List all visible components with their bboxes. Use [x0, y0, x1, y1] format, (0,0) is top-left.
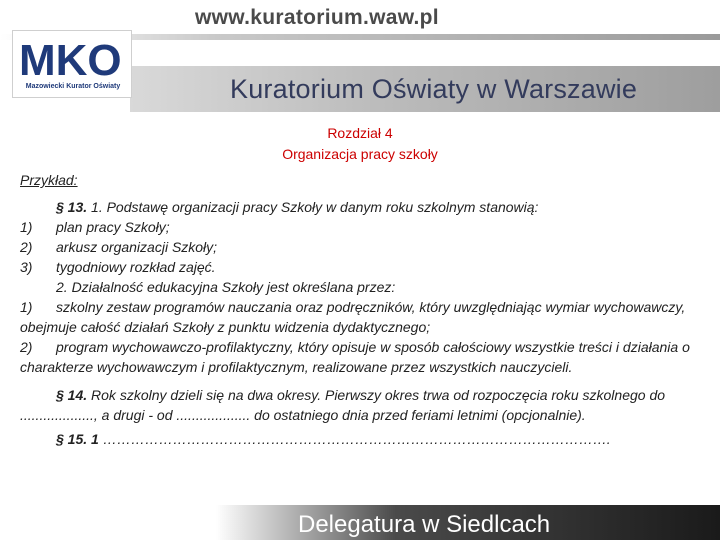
paragraph-13 — [20, 197, 700, 217]
list-item — [20, 217, 700, 237]
list-number: 3) — [20, 259, 33, 275]
page-title: Kuratorium Oświaty w Warszawie — [230, 74, 638, 104]
paragraph-15-mark: § 15. 1 — [56, 431, 99, 447]
document-body — [20, 170, 700, 449]
example-label: Przykład: — [20, 172, 78, 188]
chapter-title: Organizacja pracy szkoły — [282, 146, 438, 162]
list-number: 1) — [20, 299, 33, 315]
list-item — [20, 337, 700, 377]
logo-caption: Mazowiecki Kurator Oświaty — [25, 83, 121, 90]
paragraph-14-text: Rok szkolny dzieli się na dwa okresy. Pierwszy okres trwa od rozpoczęcia roku szkolnego do ..................., a drugi - od ................... do ostatniego dnia przed feriami letnimi (opcjonalnie). — [20, 387, 666, 423]
mko-logo-icon — [17, 33, 127, 83]
footer-title: Delegatura w Siedlcach — [298, 511, 551, 538]
paragraph-13-point-2: 2. Działalność edukacyjna Szkoły jest określana przez: — [56, 279, 396, 295]
paragraph-15 — [20, 429, 700, 449]
list-text: tygodniowy rozkład zajęć. — [56, 259, 216, 275]
list-item — [20, 257, 700, 277]
paragraph-14-mark: § 14. — [56, 387, 88, 403]
list-text: szkolny zestaw programów nauczania oraz podręczników, który uwzględniając wymiar wychowawczy, obejmuje całość działań Szkoły z punktu widzenia dydaktycznego; — [20, 299, 686, 335]
list-item — [20, 237, 700, 257]
header — [0, 0, 720, 118]
example-label-line — [20, 170, 700, 190]
list-text: program wychowawczo-profilaktyczny, który opisuje w sposób całościowy wszystkie treści i działania o charakterze wychowawczym i profilaktycznym, realizowane przez wszystkich nauczycieli. — [20, 339, 690, 375]
list-item — [20, 297, 700, 337]
chapter-number: Rozdział 4 — [327, 125, 393, 141]
mko-logo — [12, 30, 132, 98]
site-url[interactable]: www.kuratorium.waw.pl — [195, 6, 439, 29]
list-text: arkusz organizacji Szkoły; — [56, 239, 218, 255]
list-number: 2) — [20, 239, 33, 255]
paragraph-13-text: 1. Podstawę organizacji pracy Szkoły w danym roku szkolnym stanowią: — [87, 199, 539, 215]
logo-letters: MKO — [19, 36, 122, 83]
list-text: plan pracy Szkoły; — [56, 219, 170, 235]
paragraph-13-mark: § 13. — [56, 199, 88, 215]
list-number: 1) — [20, 219, 33, 235]
paragraph-14 — [20, 385, 700, 425]
paragraph-15-dots: ………………………………………………………………………………………………. — [98, 431, 611, 447]
list-number: 2) — [20, 339, 33, 355]
